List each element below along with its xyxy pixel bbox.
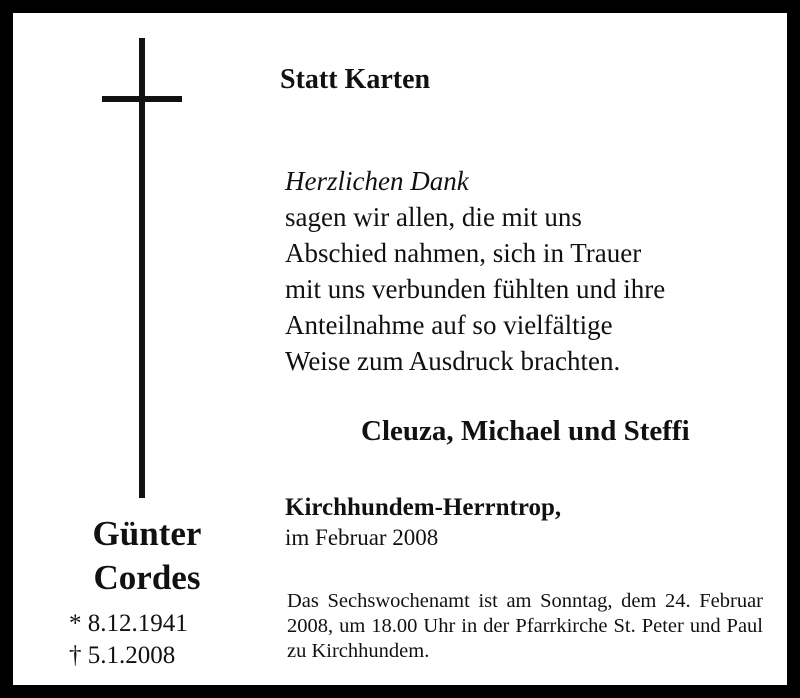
- notice-header: Statt Karten: [280, 64, 431, 95]
- service-announcement: Das Sechswochenamt ist am Sonntag, dem 24. Februar 2008, um 18.00 Uhr in der Pfarrkirche St. Peter und Paul zu Kirchhundem.: [287, 590, 763, 662]
- thanks-line: mit uns verbunden fühlten und ihre: [285, 274, 666, 304]
- place-name: Kirchhundem-Herrntrop,: [285, 494, 562, 521]
- thanks-line: Anteilnahme auf so vielfältige: [285, 310, 613, 340]
- notice-date: im Februar 2008: [285, 525, 439, 550]
- family-signature: Cleuza, Michael und Steffi: [361, 415, 690, 447]
- thanks-line: Abschied nahmen, sich in Trauer: [285, 238, 642, 268]
- cross-vertical-bar: [139, 38, 145, 498]
- deceased-last-name: Cordes: [93, 558, 201, 597]
- thanks-line: Herzlichen Dank: [285, 166, 469, 196]
- cross-horizontal-bar: [102, 96, 182, 102]
- death-date: † 5.1.2008: [69, 642, 176, 669]
- deceased-first-name: Günter: [92, 514, 202, 553]
- birth-date: * 8.12.1941: [69, 610, 188, 637]
- thanks-line: Weise zum Ausdruck brachten.: [285, 346, 621, 376]
- thanks-line: sagen wir allen, die mit uns: [285, 202, 582, 232]
- thanks-message: [285, 163, 665, 379]
